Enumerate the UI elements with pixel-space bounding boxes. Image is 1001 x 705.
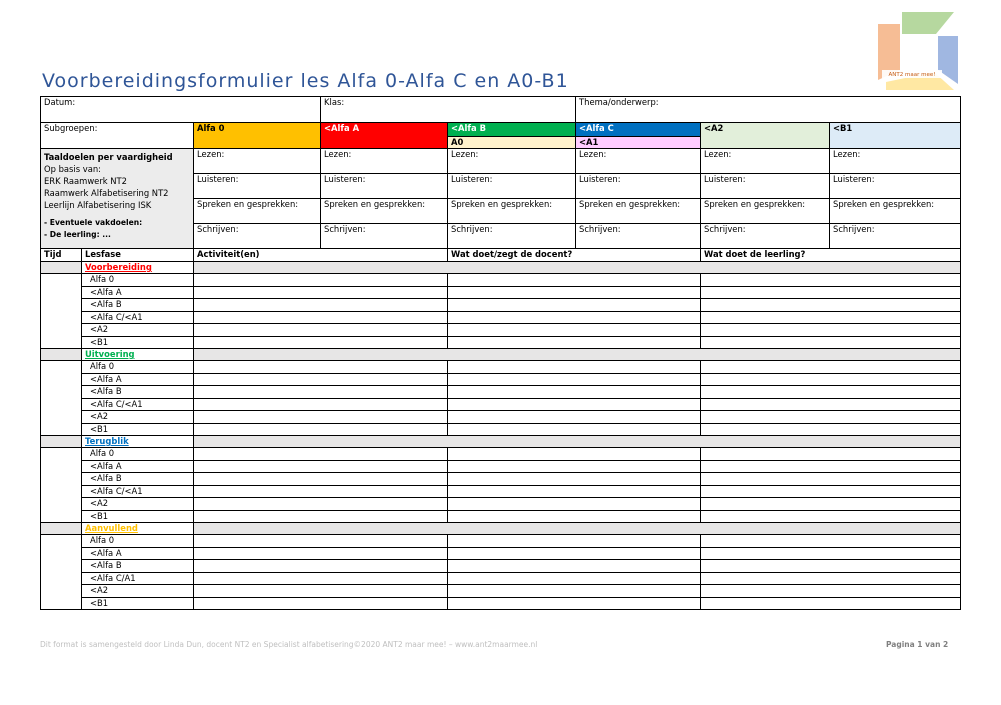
skill-cell[interactable]: Luisteren: [576,174,701,199]
group-label: <Alfa B [82,560,194,573]
student-cell[interactable] [701,299,961,312]
student-cell[interactable] [701,448,961,461]
group-label: <Alfa B [82,386,194,399]
teacher-cell[interactable] [448,498,701,511]
skill-cell[interactable]: Spreken en gesprekken: [576,199,701,224]
col-lesfase: Lesfase [82,249,194,262]
student-cell[interactable] [701,485,961,498]
skill-cell[interactable]: Schrijven: [321,224,448,249]
table-row [41,386,961,399]
goals-extra-leerling: - De leerling: ... [44,230,111,239]
student-cell[interactable] [701,510,961,523]
skill-cell[interactable]: Lezen: [576,149,701,174]
goals-heading: Taaldoelen per vaardigheid [44,152,173,162]
group-label: <Alfa C/<A1 [82,311,194,324]
goals-line: Raamwerk Alfabetisering NT2 [44,188,169,198]
skill-cell[interactable]: Luisteren: [321,174,448,199]
table-row [41,324,961,337]
teacher-cell[interactable] [448,361,701,374]
teacher-cell[interactable] [448,299,701,312]
table-row [41,411,961,424]
phase-label: Terugblik [82,436,194,448]
time-cell[interactable] [41,535,82,610]
skill-cell[interactable]: Spreken en gesprekken: [194,199,321,224]
group-label: <Alfa B [82,299,194,312]
time-cell[interactable] [41,361,82,436]
teacher-cell[interactable] [448,411,701,424]
skill-cell[interactable]: Schrijven: [830,224,961,249]
teacher-cell[interactable] [448,535,701,548]
student-cell[interactable] [701,373,961,386]
teacher-cell[interactable] [448,448,701,461]
skill-cell[interactable]: Spreken en gesprekken: [830,199,961,224]
group-label: Alfa 0 [82,361,194,374]
student-cell[interactable] [701,324,961,337]
student-cell[interactable] [701,274,961,287]
student-cell[interactable] [701,498,961,511]
activity-cell[interactable] [194,423,448,436]
table-row [41,398,961,411]
activity-cell[interactable] [194,311,448,324]
teacher-cell[interactable] [448,485,701,498]
page-number: Pagina 1 van 2 [886,640,949,649]
student-cell[interactable] [701,535,961,548]
group-a0: A0 [448,136,576,148]
skill-cell[interactable]: Lezen: [830,149,961,174]
subgroups-label: Subgroepen: [41,123,194,149]
activity-cell[interactable] [194,336,448,349]
footer-credit: Dit format is samengesteld door Linda Dun, docent NT2 en Specialist alfabetisering©2020 ANT2 maar mee! – www.ant2maarmee.nl [40,640,538,649]
theme-field[interactable]: Thema/onderwerp: [576,97,961,123]
activity-cell[interactable] [194,535,448,548]
teacher-cell[interactable] [448,460,701,473]
activity-cell[interactable] [194,373,448,386]
student-cell[interactable] [701,473,961,486]
skill-cell[interactable]: Lezen: [701,149,830,174]
group-label: <B1 [82,336,194,349]
student-cell[interactable] [701,547,961,560]
group-label: <Alfa C/<A1 [82,398,194,411]
goals-line: Leerlijn Alfabetisering ISK [44,200,152,210]
activity-cell[interactable] [194,597,448,610]
table-row [41,361,961,374]
skill-cell[interactable]: Lezen: [448,149,576,174]
col-docent: Wat doet/zegt de docent? [448,249,701,262]
table-row [41,274,961,287]
class-field[interactable]: Klas: [321,97,576,123]
student-cell[interactable] [701,386,961,399]
group-label: <Alfa A [82,373,194,386]
skill-cell[interactable]: Schrijven: [576,224,701,249]
phase-fill [194,523,961,535]
skill-cell[interactable]: Schrijven: [448,224,576,249]
col-tijd: Tijd [41,249,82,262]
phase-label: Aanvullend [82,523,194,535]
student-cell[interactable] [701,585,961,598]
group-label: <Alfa A [82,547,194,560]
group-label: <B1 [82,510,194,523]
table-row [41,448,961,461]
activity-cell[interactable] [194,411,448,424]
group-label: <A2 [82,585,194,598]
teacher-cell[interactable] [448,572,701,585]
group-label: <A2 [82,498,194,511]
time-cell[interactable] [41,274,82,349]
activity-cell[interactable] [194,560,448,573]
student-cell[interactable] [701,460,961,473]
table-row [41,560,961,573]
table-row [41,373,961,386]
group-alfa-a: <Alfa A [321,123,448,149]
activity-cell[interactable] [194,498,448,511]
skill-cell[interactable]: Luisteren: [701,174,830,199]
table-row [41,460,961,473]
phase-label: Uitvoering [82,349,194,361]
teacher-cell[interactable] [448,510,701,523]
teacher-cell[interactable] [448,386,701,399]
date-field[interactable]: Datum: [41,97,321,123]
table-row [41,510,961,523]
teacher-cell[interactable] [448,473,701,486]
group-label: <Alfa C/A1 [82,572,194,585]
skill-cell[interactable]: Schrijven: [701,224,830,249]
logo-text: ANT2 maar mee! [888,72,936,78]
table-row [41,286,961,299]
group-label: <A2 [82,324,194,337]
activity-cell[interactable] [194,460,448,473]
group-b1: <B1 [830,123,961,149]
student-cell[interactable] [701,572,961,585]
table-row [41,423,961,436]
table-row [41,336,961,349]
activity-cell[interactable] [194,448,448,461]
group-label: <Alfa A [82,460,194,473]
group-alfa-0: Alfa 0 [194,123,321,149]
teacher-cell[interactable] [448,398,701,411]
group-label: <B1 [82,423,194,436]
student-cell[interactable] [701,336,961,349]
activity-cell[interactable] [194,274,448,287]
group-a1: <A1 [576,136,701,148]
skill-cell[interactable]: Spreken en gesprekken: [701,199,830,224]
goals-line: Op basis van: [44,164,101,174]
phase-time-cell[interactable] [41,436,82,448]
phase-fill [194,349,961,361]
phase-time-cell[interactable] [41,523,82,535]
table-row [41,311,961,324]
group-label: <B1 [82,597,194,610]
group-a2: <A2 [701,123,830,149]
table-row [41,547,961,560]
table-row [41,473,961,486]
phase-fill [194,436,961,448]
skill-cell[interactable]: Luisteren: [194,174,321,199]
group-label: <Alfa A [82,286,194,299]
student-cell[interactable] [701,560,961,573]
activity-cell[interactable] [194,324,448,337]
goals-extra-vakdoelen: - Eventuele vakdoelen: [44,218,143,227]
phase-row [41,349,961,361]
activity-cell[interactable] [194,286,448,299]
col-activiteit: Activiteit(en) [194,249,448,262]
student-cell[interactable] [701,597,961,610]
col-leerling: Wat doet de leerling? [701,249,961,262]
activity-cell[interactable] [194,585,448,598]
activity-cell[interactable] [194,386,448,399]
teacher-cell[interactable] [448,597,701,610]
table-row [41,498,961,511]
activity-cell[interactable] [194,547,448,560]
teacher-cell[interactable] [448,560,701,573]
activity-cell[interactable] [194,299,448,312]
teacher-cell[interactable] [448,274,701,287]
table-row [41,299,961,312]
activity-cell[interactable] [194,398,448,411]
teacher-cell[interactable] [448,324,701,337]
table-row [41,485,961,498]
skill-cell[interactable]: Spreken en gesprekken: [321,199,448,224]
activity-cell[interactable] [194,473,448,486]
skill-cell[interactable]: Luisteren: [830,174,961,199]
activity-cell[interactable] [194,361,448,374]
skill-cell[interactable]: Lezen: [321,149,448,174]
activity-cell[interactable] [194,485,448,498]
teacher-cell[interactable] [448,286,701,299]
skill-cell[interactable]: Lezen: [194,149,321,174]
table-row [41,535,961,548]
teacher-cell[interactable] [448,373,701,386]
teacher-cell[interactable] [448,585,701,598]
table-row [41,572,961,585]
group-label: <A2 [82,411,194,424]
table-row [41,597,961,610]
activity-cell[interactable] [194,510,448,523]
teacher-cell[interactable] [448,311,701,324]
group-alfa-b: <Alfa B [448,123,576,137]
group-alfa-c: <Alfa C [576,123,701,137]
phase-fill [194,262,961,274]
student-cell[interactable] [701,398,961,411]
skill-cell[interactable]: Schrijven: [194,224,321,249]
student-cell[interactable] [701,311,961,324]
phase-label: Voorbereiding [82,262,194,274]
page-title: Voorbereidingsformulier les Alfa 0-Alfa C en A0-B1 [42,70,569,92]
goals-cell [41,149,194,249]
lesson-plan-table [40,96,961,610]
time-cell[interactable] [41,448,82,523]
teacher-cell[interactable] [448,547,701,560]
group-label: Alfa 0 [82,274,194,287]
skill-cell[interactable]: Spreken en gesprekken: [448,199,576,224]
student-cell[interactable] [701,423,961,436]
phase-time-cell[interactable] [41,349,82,361]
phase-row [41,436,961,448]
skill-cell[interactable]: Luisteren: [448,174,576,199]
student-cell[interactable] [701,411,961,424]
table-row [41,585,961,598]
group-label: <Alfa B [82,473,194,486]
phase-time-cell[interactable] [41,262,82,274]
teacher-cell[interactable] [448,423,701,436]
group-label: Alfa 0 [82,448,194,461]
student-cell[interactable] [701,286,961,299]
activity-cell[interactable] [194,572,448,585]
phase-row [41,262,961,274]
phase-row [41,523,961,535]
student-cell[interactable] [701,361,961,374]
ant2-logo [876,12,960,92]
group-label: Alfa 0 [82,535,194,548]
group-label: <Alfa C/<A1 [82,485,194,498]
goals-line: ERK Raamwerk NT2 [44,176,127,186]
teacher-cell[interactable] [448,336,701,349]
